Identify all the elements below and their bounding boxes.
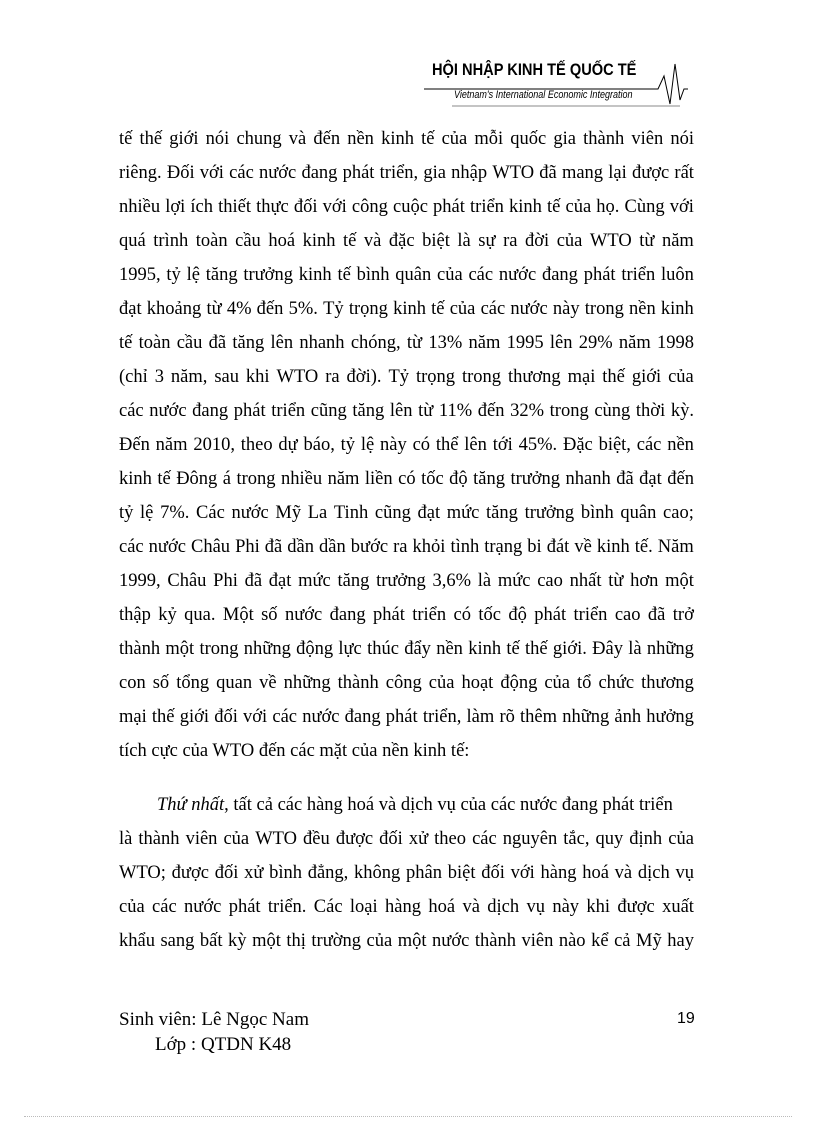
text-line: riêng. Đối với các nước đang phát triển, gia nhập WTO đã mang lại được rất	[119, 163, 694, 183]
text-line: quá trình toàn cầu hoá kinh tế và đặc biệt là sự ra đời của WTO từ năm	[119, 231, 694, 251]
text-line: thập kỷ qua. Một số nước đang phát triển có tốc độ phát triển cao đã trở	[119, 605, 694, 625]
text-line: con số tổng quan về những thành công của hoạt động của tổ chức thương	[119, 673, 694, 693]
student-label: Sinh viên:	[119, 1009, 197, 1030]
header-logo	[418, 56, 688, 114]
student-name: Lê Ngọc Nam	[201, 1009, 309, 1030]
class-label: Lớp :	[155, 1034, 197, 1055]
footer-student	[119, 1009, 309, 1031]
text-line: tế toàn cầu đã tăng lên nhanh chóng, từ 13% năm 1995 lên 29% năm 1998	[119, 333, 694, 353]
text-line: tỷ lệ 7%. Các nước Mỹ La Tinh cũng đạt mức tăng trưởng bình quân cao;	[119, 503, 694, 523]
page-bottom-divider	[24, 1116, 792, 1117]
class-value: QTDN K48	[200, 1034, 292, 1055]
text-line: mại thế giới đối với các nước đang phát triển, làm rõ thêm những ảnh hưởng	[119, 707, 694, 727]
text-line: các nước đang phát triển cũng tăng lên từ 11% đến 32% trong cùng thời kỳ.	[119, 401, 694, 421]
logo-subtitle: Vietnam's International Economic Integration	[454, 89, 633, 101]
text-line: Đến năm 2010, theo dự báo, tỷ lệ này có thể lên tới 45%. Đặc biệt, các nền	[119, 435, 694, 455]
text-line: 1995, tỷ lệ tăng trưởng kinh tế bình quân của các nước đang phát triển luôn	[119, 265, 694, 285]
text-line: (chỉ 3 năm, sau khi WTO ra đời). Tỷ trọng trong thương mại thế giới của	[119, 367, 694, 387]
text-line: tích cực của WTO đến các mặt của nền kinh tế:	[119, 741, 470, 761]
italic-lead: Thứ nhất	[157, 795, 225, 815]
text-line: WTO; được đối xử bình đẳng, không phân biệt đối với hàng hoá và dịch vụ	[119, 863, 694, 883]
text-line: thành một trong những động lực thúc đẩy nền kinh tế thế giới. Đây là những	[119, 639, 694, 659]
text-line: tế thế giới nói chung và đến nền kinh tế của mỗi quốc gia thành viên nói	[119, 129, 694, 149]
text-line: đạt khoảng từ 4% đến 5%. Tỷ trọng kinh tế của các nước này trong nền kinh	[119, 299, 694, 319]
logo-title: HỘI NHẬP KINH TẾ QUỐC TẾ	[432, 60, 637, 79]
first-line-rest: , tất cả các hàng hoá và dịch vụ của các nước đang phát triển	[224, 795, 673, 815]
text-line: nhiều lợi ích thiết thực đối với công cuộc phát triển kinh tế của họ. Cùng với	[119, 197, 694, 217]
text-line: khẩu sang bất kỳ một thị trường của một nước thành viên nào kể cả Mỹ hay	[119, 931, 694, 951]
page-number: 19	[677, 1010, 695, 1027]
text-line: các nước Châu Phi đã dần dần bước ra khỏi tình trạng bi đát về kinh tế. Năm	[119, 537, 694, 557]
paragraph-first-line	[157, 793, 673, 817]
text-line: là thành viên của WTO đều được đối xử theo các nguyên tắc, quy định của	[119, 829, 694, 849]
text-line: 1999, Châu Phi đã đạt mức tăng trưởng 3,6% là mức cao nhất từ hơn một	[119, 571, 694, 591]
footer-class	[155, 1034, 291, 1056]
text-line: của các nước phát triển. Các loại hàng hoá và dịch vụ này khi được xuất	[119, 897, 694, 917]
text-line: kinh tế Đông á trong nhiều năm liền có tốc độ tăng trưởng nhanh đã đạt đến	[119, 469, 694, 489]
